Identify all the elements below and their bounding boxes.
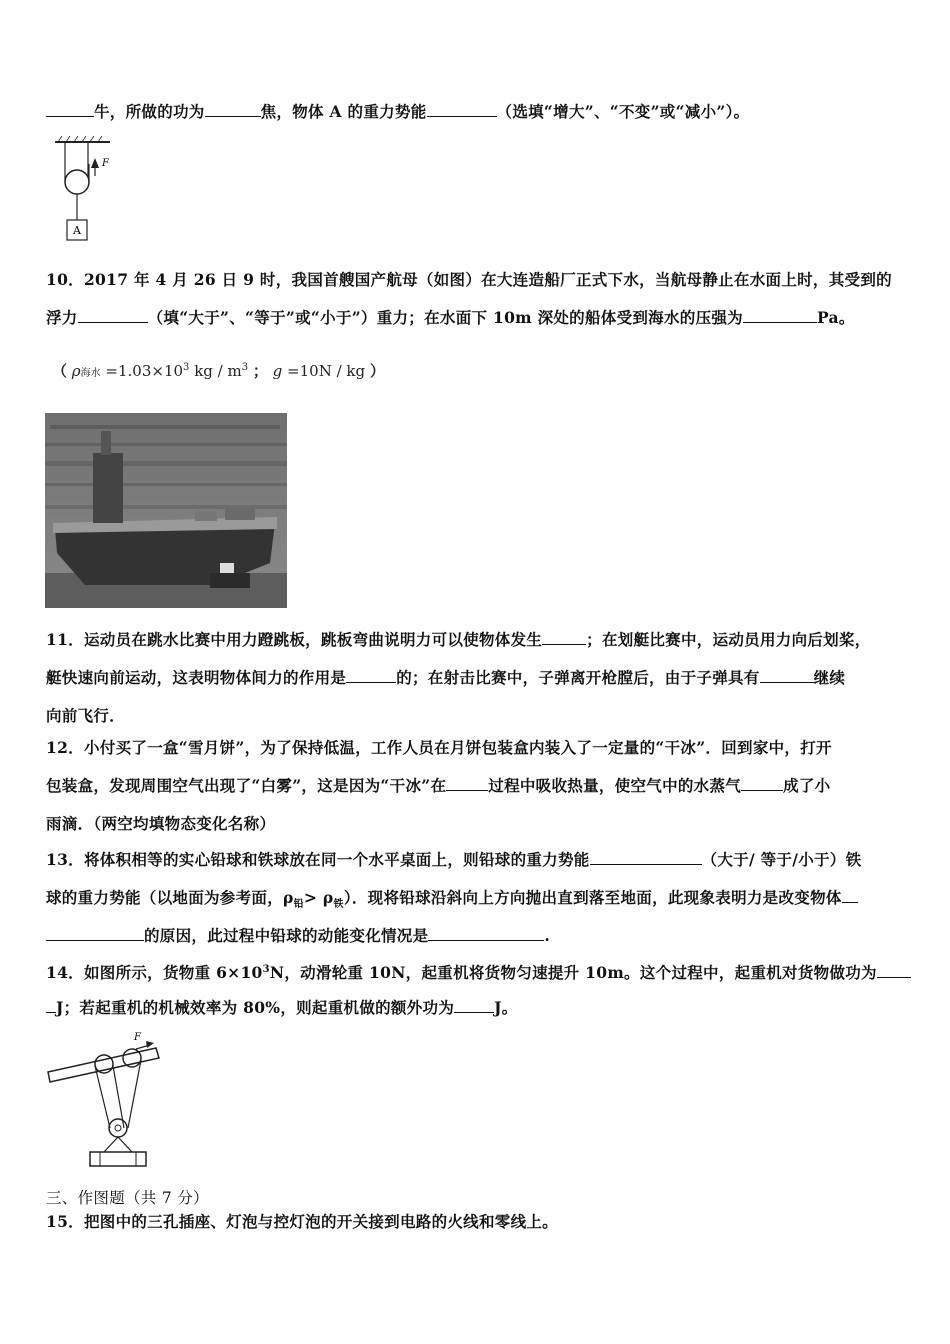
rho-iron-subscript: 铁 xyxy=(333,899,344,911)
q11-line1 xyxy=(46,630,916,650)
q13-text-b: （大于/ 等于/小于）铁 xyxy=(701,850,862,869)
answer-blank[interactable] xyxy=(454,998,494,1013)
deck-structure xyxy=(195,511,217,521)
cargo-box xyxy=(90,1152,146,1166)
q12-line1: 12．小付买了一盒“雪月饼”，为了保持低温，工作人员在月饼包装盒内装入了一定量的“干冰”．回到家中，打开 xyxy=(46,738,832,757)
answer-blank[interactable] xyxy=(78,308,148,323)
rho-exponent: 3 xyxy=(183,362,190,373)
q14-line2 xyxy=(46,998,916,1018)
q14-text-c: J；若起重机的机械效率为 80%，则起重机做的额外功为 xyxy=(56,998,455,1017)
q13-line3 xyxy=(46,926,916,946)
answer-blank[interactable] xyxy=(542,630,586,645)
answer-blank[interactable] xyxy=(346,668,396,683)
q10-line2 xyxy=(46,308,916,328)
rho-unit: kg / m xyxy=(194,362,242,380)
force-arrow-icon xyxy=(146,1041,154,1048)
q11-text-c: 艇快速向前运动，这表明物体间力的作用是 xyxy=(46,668,347,687)
answer-blank[interactable] xyxy=(428,926,544,941)
tugboat xyxy=(210,573,250,588)
rho-unit-exponent: 3 xyxy=(241,362,249,373)
q12-text-a: 包装盒，发现周围空气出现了“白雾”，这是因为“干冰”在 xyxy=(46,776,447,795)
q12-text-c: 成了小 xyxy=(783,776,831,795)
answer-blank[interactable] xyxy=(46,102,94,117)
q12-line3: 雨滴．（两空均填物态变化名称） xyxy=(46,814,276,833)
q13-line2 xyxy=(46,888,916,915)
section-heading: 三、作图题（共 7 分） xyxy=(46,1189,209,1207)
force-arrow-icon xyxy=(91,158,99,168)
q12-text-b: 过程中吸收热量，使空气中的水蒸气 xyxy=(488,776,742,795)
sling-right xyxy=(118,1137,132,1152)
q13-text-e: 的原因，此过程中铅球的动能变化情况是 xyxy=(144,926,429,945)
answer-blank[interactable] xyxy=(760,668,814,683)
deck-structure xyxy=(225,508,255,520)
paren-close: ） xyxy=(369,362,385,380)
pulley-axle xyxy=(115,1125,121,1131)
q13-text-f: . xyxy=(544,926,551,945)
rho-subscript: 海水 xyxy=(80,368,101,379)
answer-blank[interactable] xyxy=(743,308,817,323)
q14-text-b: N，动滑轮重 10N，起重机将货物匀速提升 10m。这个过程中，起重机对货物做功为 xyxy=(269,963,877,983)
q13-line1 xyxy=(46,850,916,870)
sling-left xyxy=(104,1137,118,1152)
formula-separator: ； xyxy=(252,362,268,380)
density-formula xyxy=(52,360,385,381)
q13-text-a: 13．将体积相等的实心铅球和铁球放在同一个水平桌面上，则铅球的重力势能 xyxy=(46,850,590,869)
crane-arm xyxy=(48,1048,159,1082)
aircraft-carrier-photo xyxy=(45,413,287,608)
q12-line2 xyxy=(46,776,916,796)
rope-strand xyxy=(128,1060,141,1128)
q11-text-e: 继续 xyxy=(813,668,846,687)
pulley-wheel xyxy=(65,170,89,194)
tugboat-cabin xyxy=(220,563,234,573)
answer-blank[interactable] xyxy=(205,102,261,117)
q13-text-d: ）．现将铅球沿斜向上方向抛出直到落至地面，此现象表明力是改变物体 xyxy=(343,888,842,907)
answer-blank[interactable] xyxy=(741,776,783,791)
answer-blank[interactable] xyxy=(446,776,488,791)
q14-exponent: 3 xyxy=(262,964,270,975)
rope-strand xyxy=(95,1066,110,1128)
q15-line: 15．把图中的三孔插座、灯泡与控灯泡的开关接到电路的火线和零线上。 xyxy=(46,1212,558,1231)
answer-blank[interactable] xyxy=(46,926,144,941)
q13-compare: > ρ xyxy=(303,888,334,907)
q14-text-a: 14．如图所示，货物重 6×10 xyxy=(46,963,263,983)
carrier-island xyxy=(93,453,123,523)
q10-text-c: Pa。 xyxy=(816,308,855,327)
q9-text-b: 焦，物体 A 的重力势能 xyxy=(260,102,427,121)
q9-text-c: （选填“增大”、“不变”或“减小”）。 xyxy=(496,102,750,121)
q9-text-a: 牛，所做的功为 xyxy=(94,102,205,121)
q11-line3: 向前飞行． xyxy=(46,706,126,725)
rho-value: =1.03×10 xyxy=(105,362,184,380)
rho-symbol: ρ xyxy=(71,362,81,380)
object-a-label: A xyxy=(73,224,81,237)
g-value: =10N / kg xyxy=(287,362,366,380)
answer-blank[interactable] xyxy=(46,998,56,1013)
q11-text-a: 11．运动员在跳水比赛中用力蹬跳板，跳板弯曲说明力可以使物体发生 xyxy=(46,630,543,649)
force-label: F xyxy=(102,158,109,169)
answer-blank[interactable] xyxy=(842,888,858,903)
q10-line1: 10．2017 年 4 月 26 日 9 时，我国首艘国产航母（如图）在大连造船厂正式下水，当航母静止在水面上时，其受到的 xyxy=(46,270,892,289)
q11-line2 xyxy=(46,668,916,688)
carrier-mast xyxy=(101,431,111,455)
q11-text-d: 的；在射击比赛中，子弹离开枪膛后，由于子弹具有 xyxy=(396,668,760,687)
movable-pulley xyxy=(109,1119,127,1137)
crane-pulley-figure xyxy=(46,1030,166,1170)
answer-blank[interactable] xyxy=(427,102,497,117)
q10-text-b: （填“大于”、“等于”或“小于”）重力；在水面下 10m 深处的船体受到海水的压强为 xyxy=(147,308,743,327)
answer-blank[interactable] xyxy=(877,963,911,978)
g-symbol: g xyxy=(272,362,283,380)
q10-text-a: 浮力 xyxy=(46,308,78,327)
q14-line1 xyxy=(46,960,916,983)
q11-text-b: ；在划艇比赛中，运动员用力向后划桨， xyxy=(586,630,871,649)
answer-blank[interactable] xyxy=(590,850,702,865)
q13-text-c: 球的重力势能（以地面为参考面，ρ xyxy=(46,888,294,907)
fixed-pulley-figure xyxy=(50,134,120,249)
force-label: F xyxy=(134,1032,141,1043)
q14-text-d: J。 xyxy=(494,998,518,1017)
rho-lead-subscript: 铅 xyxy=(293,899,304,911)
q9-line xyxy=(46,102,916,122)
paren-open: （ xyxy=(52,362,68,380)
